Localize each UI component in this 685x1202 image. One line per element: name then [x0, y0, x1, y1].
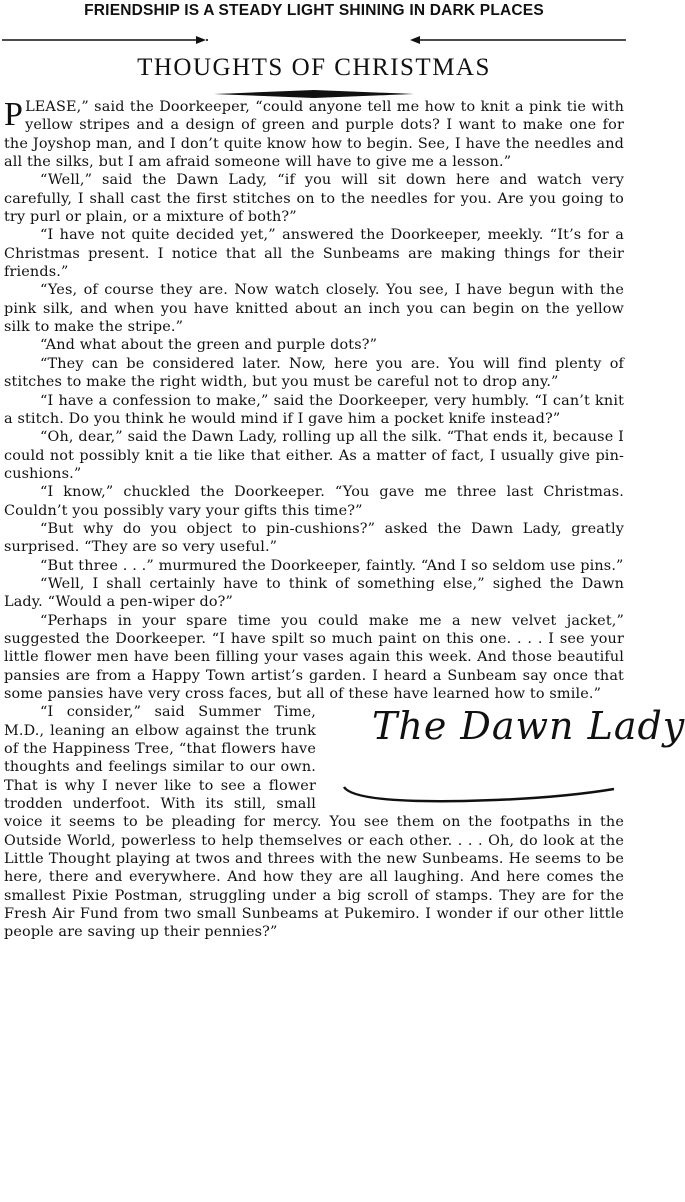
paragraph-text: “I consider,” said Summer Time, M.D., leaning an elbow against the trunk of the Happiness Tree, “that flowers have thoughts and feelings similar to our own. That is why I never like to see a flower trodden underfoot. With its still, small voice it seems to be pleading for mercy. You see them on the footpaths in the Outside World, powerless to help themselves or each other. . . . Oh, do look at the Little Thought playing at twos and threes with the new Sunbeams. He seems to be here, there and everywhere. And how they are all laughing. And here comes the smallest Pixie Postman, struggling under a big scroll of stamps. They are for the Fresh Air Fund from two small Sunbeams at Pukemiro. I wonder if our other little people are saving up their pennies?” [4, 704, 624, 941]
header-rule [0, 34, 628, 46]
column-motto: FRIENDSHIP IS A STEADY LIGHT SHINING IN DARK PLACES [84, 2, 544, 19]
paragraph: “But why do you object to pin-cushions?” asked the Dawn Lady, greatly surprised. “They are so very useful.” [4, 520, 624, 556]
paragraph [4, 98, 624, 171]
paragraph: “Oh, dear,” said the Dawn Lady, rolling up all the silk. “That ends it, because I could not possibly knit a tie like that either. As a matter of fact, I usually give pin-cushions.” [4, 429, 624, 482]
paragraph: “Perhaps in your spare time you could make me a new velvet jacket,” suggested the Doorkeeper. “I have spilt so much paint on this one. . . . I see your little flower men have been filling your vases again this week. And those beautiful pansies are from a Happy Town artist’s garden. I heard a Sunbeam say once that some pansies have very cross faces, but all of these have learned how to smile.” [4, 612, 624, 702]
paragraph-text: LEASE,” said the Doorkeeper, “could anyone tell me how to knit a pink tie with yellow stripes and a design of green and purple dots? I want to make one for the Joyshop man, and I don’t quite know how to begin. See, I have the needles and all the silks, but I am afraid someone will have to give me a lesson.” [4, 99, 624, 171]
ornamental-rule-icon [0, 34, 628, 46]
drop-cap: P [4, 96, 24, 133]
article-title: THOUGHTS OF CHRISTMAS [137, 54, 491, 81]
title-underline [214, 86, 414, 96]
paragraph: “I know,” chuckled the Doorkeeper. “You gave me three last Christmas. Couldn’t you possibly vary your gifts this time?” [4, 484, 624, 519]
paragraph [4, 703, 685, 941]
article-body [4, 96, 685, 942]
paragraph: “They can be considered later. Now, here you are. You will find plenty of stitches to make the right width, but you must be careful not to drop any.” [4, 355, 624, 391]
paragraph: “But three . . .” murmured the Doorkeeper, faintly. “And I so seldom use pins.” [40, 557, 624, 574]
signature [324, 704, 685, 807]
paragraph: “And what about the green and purple dots?” [40, 337, 378, 354]
paragraph: “Yes, of course they are. Now watch closely. You see, I have begun with the pink silk, and when you have knitted about an inch you can begin on the yellow silk to make the stripe.” [4, 282, 624, 336]
paragraph: “Well,” said the Dawn Lady, “if you will sit down here and watch very carefully, I shall cast the first stitches on to the needles for you. Are you going to try purl or plain, or a mixture of both?” [4, 172, 624, 226]
signature-text: The Dawn Lady [372, 704, 685, 749]
paragraph: “I have a confession to make,” said the Doorkeeper, very humbly. “I can’t knit a stitch. Do you think he would mind if I gave him a pocket knife instead?” [4, 392, 624, 427]
paragraph: “Well, I shall certainly have to think of something else,” sighed the Dawn Lady. “Would a pen-wiper do?” [4, 575, 624, 611]
paragraph: “I have not quite decided yet,” answered the Doorkeeper, meekly. “It’s for a Christmas present. I notice that all the Sunbeams are making things for their friends.” [4, 227, 624, 281]
